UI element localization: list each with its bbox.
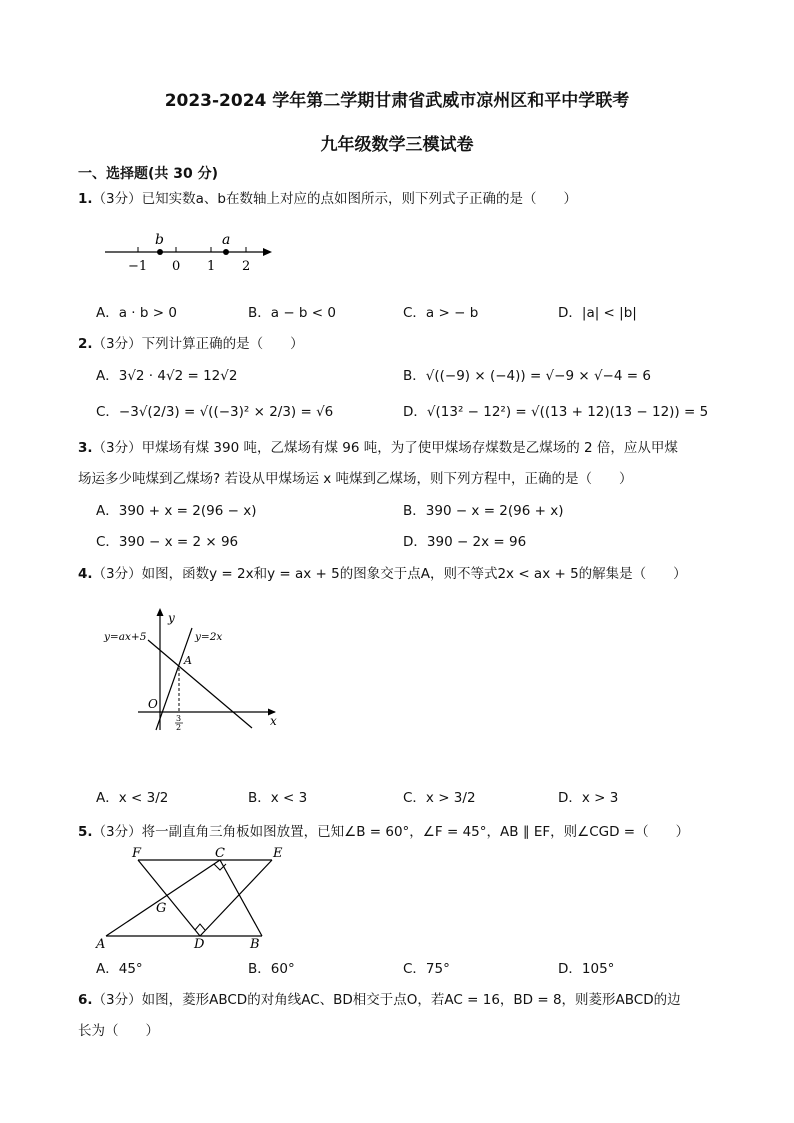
segment-AC (106, 860, 220, 936)
point-a (223, 249, 229, 255)
line-y-2x (156, 628, 192, 730)
question-1 (78, 187, 577, 207)
question-1-number: 1. (78, 191, 93, 207)
label-A: A (96, 937, 106, 950)
question-2-stem: （3分）下列计算正确的是（ ） (92, 336, 304, 352)
question-3 (78, 436, 678, 456)
right-angle-D (195, 924, 205, 930)
label-F: F (132, 846, 142, 861)
q1-option-b: B．a − b < 0 (248, 305, 336, 321)
number-line-figure (100, 228, 280, 278)
question-6-stem-line1: （3分）如图，菱形ABCD的对角线AC、BD相交于点O，若AC = 16，BD = 8，则菱形ABCD的边 (92, 992, 681, 1008)
q4-option-c: C．x > 3/2 (403, 790, 476, 806)
label-point-a: A (184, 654, 192, 667)
label-line-2x: y=2x (195, 631, 223, 643)
q1-option-c: C．a > − b (403, 305, 479, 321)
question-3-stem-line1: （3分）甲煤场有煤 390 吨，乙煤场有煤 96 吨，为了使甲煤场存煤数是乙煤场的 2 倍，应从甲煤 (92, 440, 678, 456)
question-1-stem: （3分）已知实数a、b在数轴上对应的点如图所示，则下列式子正确的是（ ） (92, 191, 577, 207)
q4-option-a: A．x < 3/2 (96, 790, 169, 806)
q2-option-c: C．−3√(2/3) = √((−3)² × 2/3) = √6 (96, 404, 334, 420)
label-B: B (250, 937, 260, 950)
q4-option-d: D．x > 3 (558, 790, 619, 806)
tick-numerator: 3 (176, 714, 182, 723)
q5-option-d: D．105° (558, 961, 615, 977)
question-6-stem-line2: 长为（ ） (78, 1023, 159, 1039)
label-E: E (273, 846, 283, 861)
question-5-stem: （3分）将一副直角三角板如图放置，已知∠B = 60°，∠F = 45°，AB ∥ EF，则∠CGD =（ ） (92, 824, 690, 840)
label-C: C (215, 846, 225, 861)
segment-FD (138, 860, 200, 936)
tick-denominator: 2 (176, 723, 182, 732)
label-y: y (168, 611, 175, 625)
tick-label-1: 1 (207, 259, 216, 274)
q3-option-d: D．390 − 2x = 96 (403, 534, 527, 550)
label-b: b (155, 232, 164, 248)
segment-CB (220, 860, 262, 936)
question-5 (78, 820, 689, 840)
exam-title-line1: 2023-2024 学年第二学期甘肃省武威市凉州区和平中学联考 (164, 91, 630, 111)
q5-option-b: B．60° (248, 961, 295, 977)
q3-option-a: A．390 + x = 2(96 − x) (96, 503, 257, 519)
label-x: x (270, 714, 277, 728)
section-heading: 一、选择题(共 30 分) (78, 166, 219, 182)
label-line-ax5: y=ax+5 (104, 631, 147, 643)
point-b (157, 249, 163, 255)
question-3-number: 3. (78, 440, 93, 456)
segment-ED (200, 860, 272, 936)
y-axis-arrow (157, 608, 164, 616)
line-y-ax5 (148, 640, 252, 728)
tick-label-m1: −1 (128, 259, 148, 274)
question-2-number: 2. (78, 336, 93, 352)
q3-option-b: B．390 − x = 2(96 + x) (403, 503, 564, 519)
label-G: G (156, 901, 167, 916)
exam-title-line2: 九年级数学三模试卷 (320, 135, 474, 155)
q2-option-a: A．3√2 · 4√2 = 12√2 (96, 368, 238, 384)
question-2 (78, 332, 304, 352)
tick-label-2: 2 (242, 259, 251, 274)
number-line-arrow (263, 248, 272, 256)
question-6 (78, 988, 681, 1008)
q2-option-b: B．√((−9) × (−4)) = √−9 × √−4 = 6 (403, 368, 651, 384)
question-3-stem-line2: 场运多少吨煤到乙煤场? 若设从甲煤场运 x 吨煤到乙煤场，则下列方程中，正确的是（ ） (78, 471, 633, 487)
label-D: D (194, 937, 205, 950)
label-origin: O (148, 697, 158, 711)
triangle-plates-figure (90, 842, 300, 950)
linear-functions-figure (100, 600, 290, 740)
q1-option-d: D．|a| < |b| (558, 305, 637, 321)
question-4 (78, 562, 687, 582)
q5-option-a: A．45° (96, 961, 143, 977)
q5-option-c: C．75° (403, 961, 450, 977)
tick-label-0: 0 (172, 259, 181, 274)
q4-option-b: B．x < 3 (248, 790, 308, 806)
q3-option-c: C．390 − x = 2 × 96 (96, 534, 239, 550)
question-6-number: 6. (78, 992, 93, 1008)
label-a: a (222, 232, 231, 248)
question-4-stem: （3分）如图，函数y = 2x和y = ax + 5的图象交于点A，则不等式2x < ax + 5的解集是（ ） (92, 566, 687, 582)
q2-option-d: D．√(13² − 12²) = √((13 + 12)(13 − 12)) = 5 (403, 404, 709, 420)
question-4-number: 4. (78, 566, 93, 582)
question-5-number: 5. (78, 824, 93, 840)
q1-option-a: A．a · b > 0 (96, 305, 177, 321)
